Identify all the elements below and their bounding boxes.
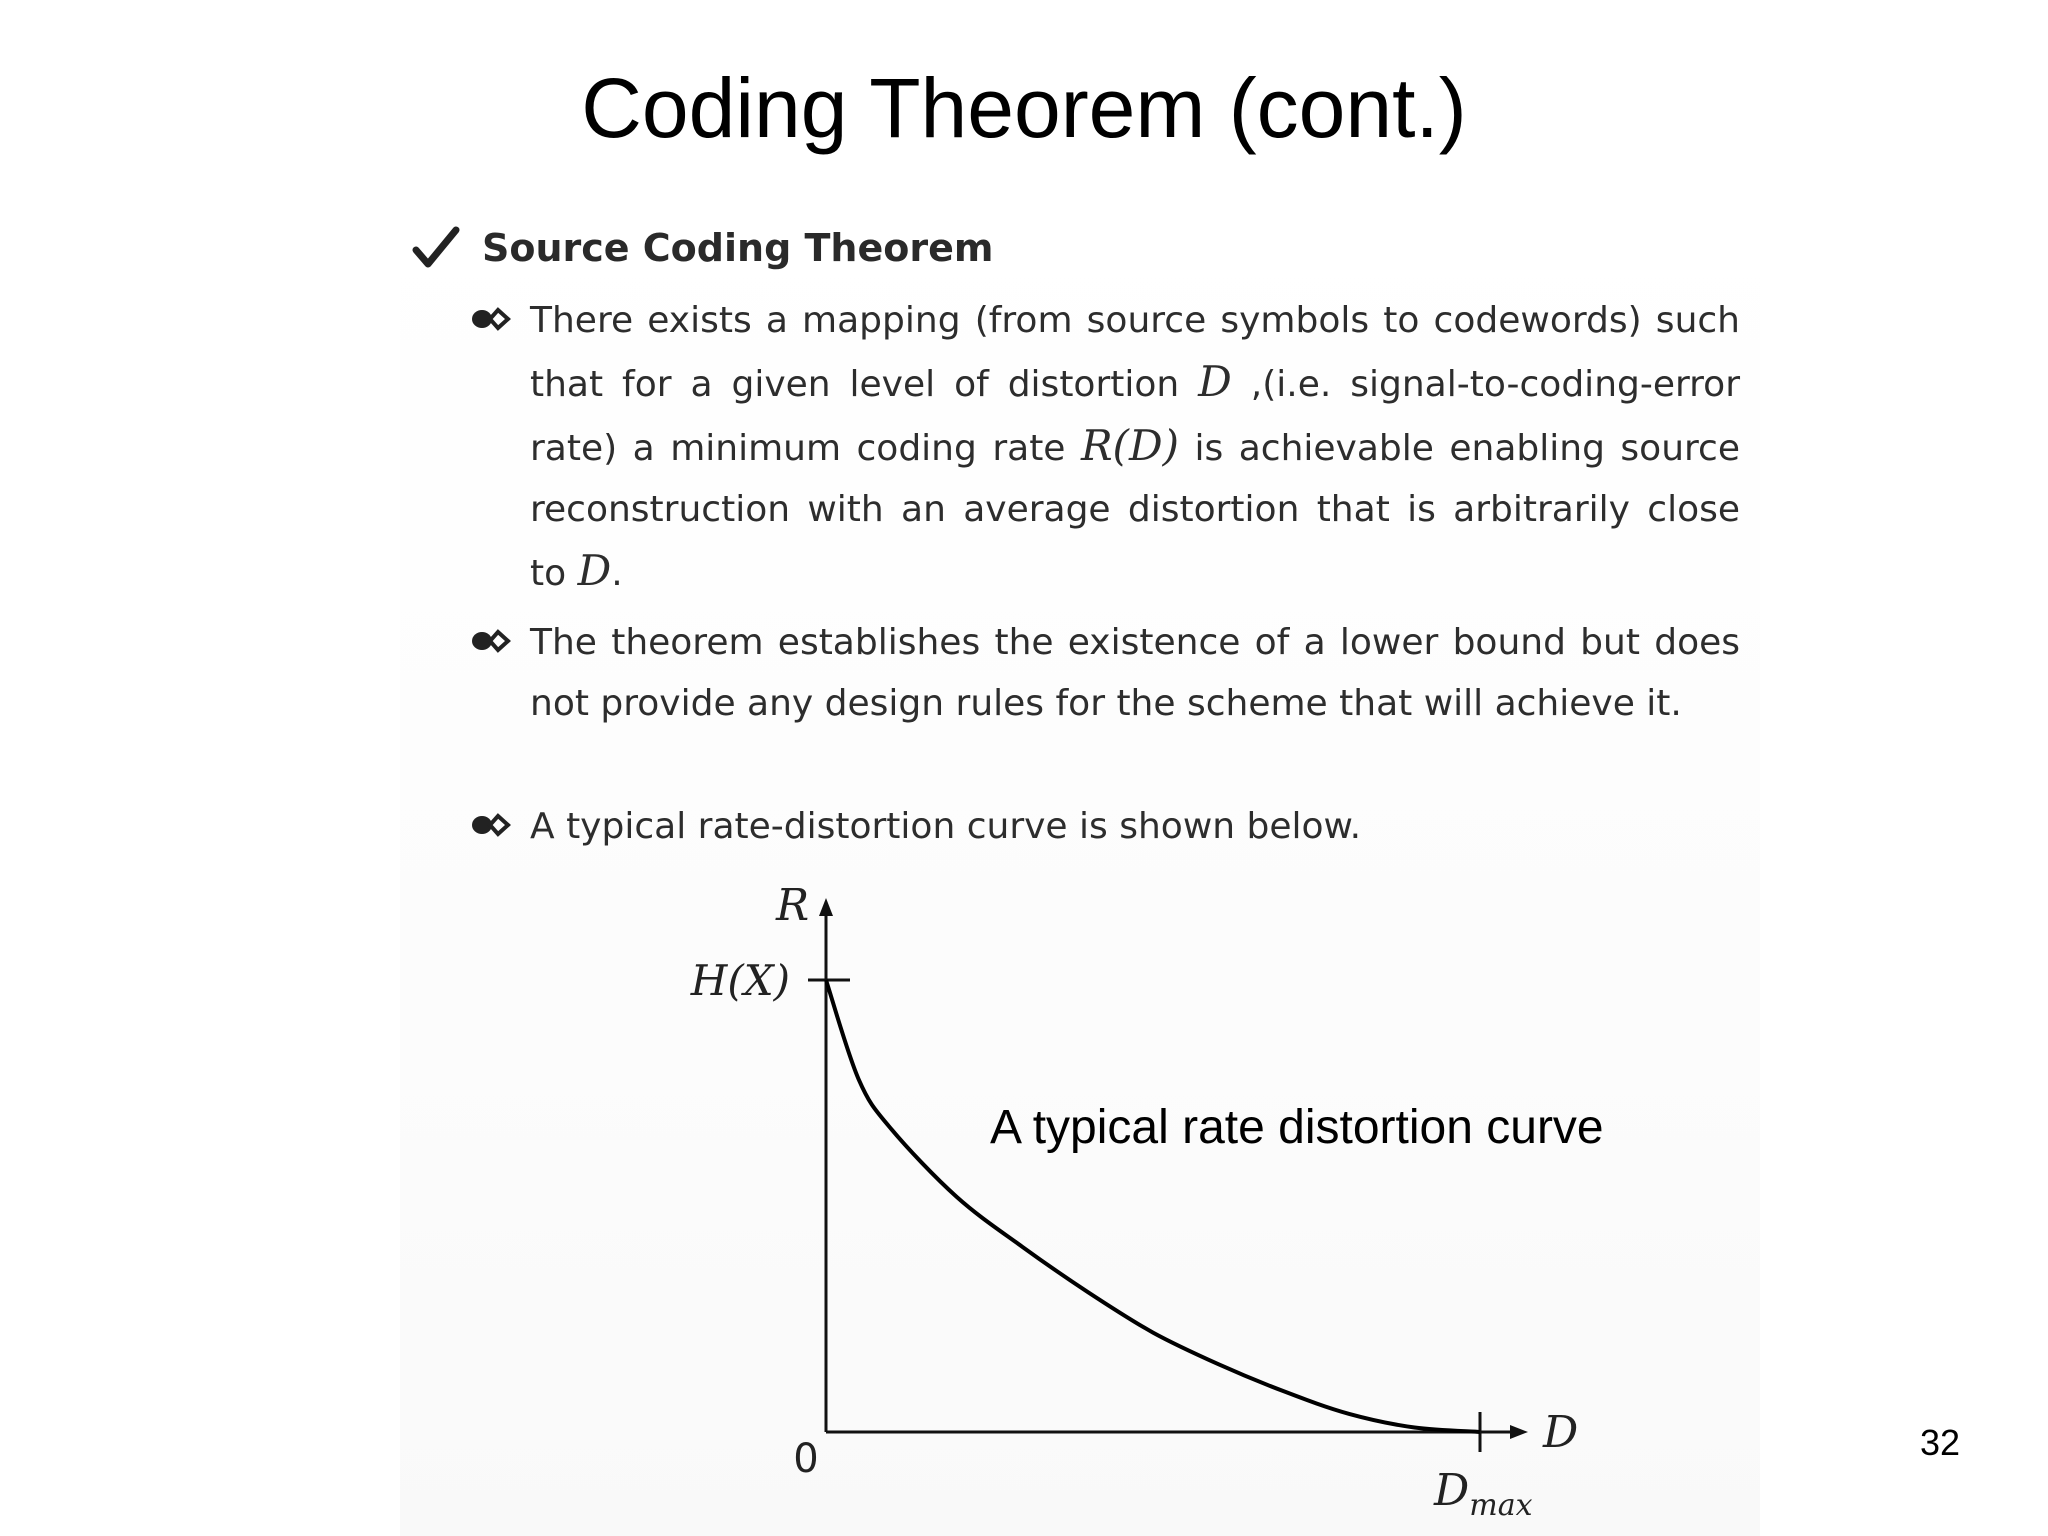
math-symbol-rd: R(D) [1080, 421, 1180, 470]
bullet-text-part: . [611, 553, 623, 594]
bullet-text-part: is achievable enabling source reconstruction with an average distortion that is arbitrarily close to [530, 428, 1740, 594]
bullet-text: A typical rate-distortion curve is shown below. [530, 806, 1362, 847]
x-tick-label-dmax [1433, 1465, 1533, 1523]
y-axis-label: R [776, 880, 810, 931]
bullet-text-part: ,(i.e. signal-to-coding-error rate) a minimum coding rate [530, 364, 1740, 469]
x-axis-label: D [1543, 1407, 1579, 1458]
bullet-text: The theorem establishes the existence of a lower bound but does not provide any design rules for the scheme that will achieve it. [530, 622, 1740, 724]
x-tick-label-d: D [1434, 1465, 1470, 1516]
math-symbol-d: D [1198, 357, 1232, 406]
section-heading-text: Source Coding Theorem [482, 226, 994, 270]
origin-label: 0 [793, 1436, 819, 1482]
chart-caption: A typical rate distortion curve [990, 1101, 1604, 1154]
x-tick-label-max-subscript: max [1469, 1488, 1533, 1523]
slide-title: Coding Theorem (cont.) [581, 61, 1467, 155]
rate-distortion-curve [826, 980, 1480, 1432]
page-number: 32 [1919, 1422, 1960, 1463]
bullet-text-part: There exists a mapping (from source symbols to codewords) such that for a given level of distortion [530, 300, 1740, 405]
x-axis-arrow [1510, 1425, 1528, 1439]
y-tick-label-hx: H(X) [690, 956, 790, 1005]
math-symbol-d: D [577, 546, 612, 595]
y-axis-arrow [819, 898, 833, 916]
